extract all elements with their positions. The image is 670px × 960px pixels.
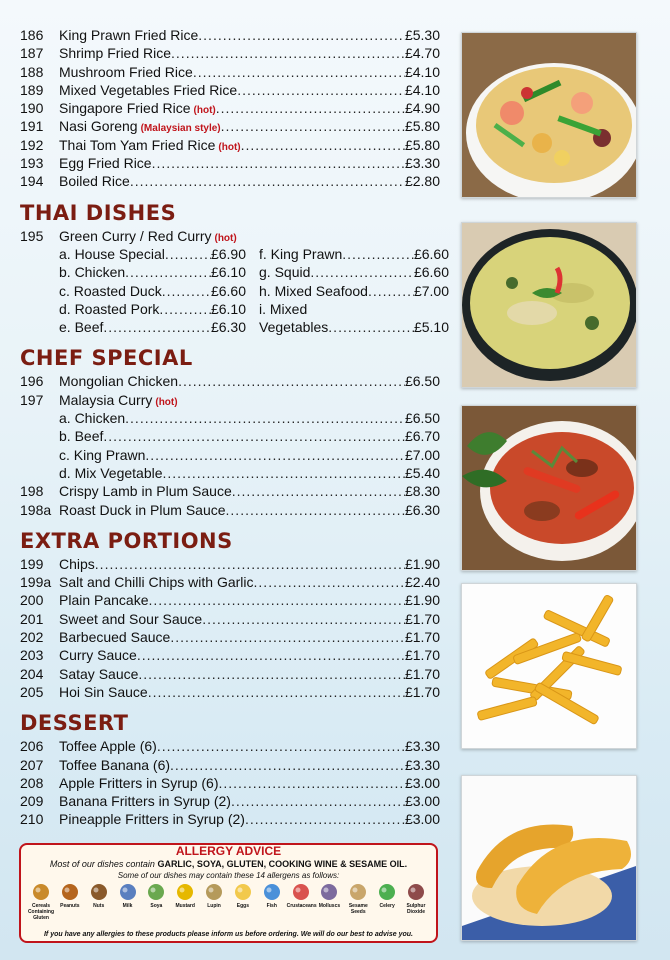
item-price: £6.60 — [413, 245, 449, 262]
item-number: 210 — [20, 811, 44, 828]
menu-list — [20, 26, 449, 829]
item-name: Salt and Chilli Chips with Garlic — [59, 574, 254, 591]
allergy-advice-box — [19, 843, 438, 943]
hot-tag: (hot) — [214, 232, 237, 244]
menu-item — [259, 245, 449, 263]
item-name: e. Beef — [59, 319, 104, 336]
allergen-crustaceans-icon — [287, 883, 315, 921]
dot-leader — [171, 44, 405, 62]
item-price: £1.70 — [404, 610, 440, 627]
item-price: £6.10 — [210, 264, 246, 281]
thai-options-left — [59, 245, 246, 336]
item-number: 200 — [20, 592, 44, 609]
menu-item — [20, 646, 440, 664]
item-number: 199 — [20, 555, 44, 572]
item-price: £4.70 — [404, 45, 440, 62]
item-number: 202 — [20, 629, 44, 646]
item-number: 207 — [20, 756, 44, 773]
item-number: 205 — [20, 683, 44, 700]
dot-leader — [130, 172, 405, 190]
dot-leader — [138, 665, 405, 683]
item-name: Banana Fritters in Syrup (2) — [59, 793, 231, 810]
menu-item — [20, 427, 440, 445]
item-price: £4.90 — [404, 100, 440, 117]
item-number: 187 — [20, 45, 44, 62]
dot-leader — [178, 372, 405, 390]
item-name: Thai Tom Yam Fried Rice — [59, 136, 216, 153]
menu-item — [20, 591, 440, 609]
item-number: 206 — [20, 738, 44, 755]
allergen-lupin-icon — [200, 883, 228, 921]
item-price: £6.60 — [413, 264, 449, 281]
dot-leader — [237, 81, 405, 99]
allergy-line-2: Some of our dishes may contain these 14 allergens as follows: — [117, 871, 340, 880]
dot-leader — [149, 591, 405, 609]
item-price: £1.70 — [404, 629, 440, 646]
item-name: d. Roasted Pork — [59, 300, 160, 317]
item-name: c. Roasted Duck — [59, 282, 162, 299]
dot-leader — [165, 245, 211, 263]
item-name: Roast Duck in Plum Sauce — [59, 501, 226, 518]
menu-item — [20, 810, 440, 828]
item-name: Hoi Sin Sauce — [59, 683, 148, 700]
dot-leader — [328, 318, 414, 336]
dot-leader — [95, 555, 405, 573]
allergen-molluscs-icon — [315, 883, 343, 921]
menu-item — [59, 318, 246, 336]
allergen-milk-icon — [114, 883, 142, 921]
item-number: 191 — [20, 118, 44, 135]
item-price: £5.80 — [404, 136, 440, 153]
allergen-fish-icon — [258, 883, 286, 921]
menu-item — [20, 172, 440, 190]
menu-item — [20, 665, 440, 683]
item-name: Shrimp Fried Rice — [59, 45, 172, 62]
dot-leader — [342, 245, 414, 263]
dot-leader — [145, 446, 405, 464]
dot-leader — [202, 610, 405, 628]
menu-item — [20, 737, 440, 755]
allergen-label: Cereals Containing Gluten — [27, 903, 55, 921]
item-number: 198 — [20, 483, 44, 500]
extra-section — [20, 527, 440, 701]
dot-leader — [310, 263, 414, 281]
item-price: £2.80 — [404, 173, 440, 190]
item-price: £4.10 — [404, 81, 440, 98]
dot-leader — [232, 482, 405, 500]
item-name: i. Mixed — [259, 300, 308, 317]
menu-item — [259, 282, 449, 300]
menu-item — [259, 318, 449, 336]
menu-item — [20, 81, 440, 99]
allergen-label: Nuts — [93, 903, 105, 909]
item-price: £8.30 — [404, 483, 440, 500]
menu-item — [20, 136, 440, 154]
item-price: £1.70 — [404, 665, 440, 682]
dot-leader — [152, 154, 405, 172]
item-price: £6.50 — [404, 373, 440, 390]
item-price: £5.40 — [404, 464, 440, 481]
item-number: 199a — [20, 574, 52, 591]
menu-item — [20, 227, 440, 245]
item-price: £1.90 — [404, 555, 440, 572]
menu-item — [20, 99, 440, 117]
item-price: £6.10 — [210, 300, 246, 317]
dot-leader — [170, 756, 405, 774]
menu-item — [20, 409, 440, 427]
item-price: £1.90 — [404, 592, 440, 609]
allergen-icons — [27, 883, 430, 921]
dot-leader — [148, 683, 405, 701]
section-heading-extra: EXTRA PORTIONS — [20, 528, 233, 553]
dot-leader — [125, 263, 211, 281]
section-heading-thai: THAI DISHES — [20, 200, 177, 225]
item-number: 208 — [20, 774, 44, 791]
item-name: Satay Sauce — [59, 665, 139, 682]
item-name: Mixed Vegetables Fried Rice — [59, 81, 238, 98]
item-name: a. House Special — [59, 245, 165, 262]
item-number: 193 — [20, 155, 44, 172]
dot-leader — [159, 300, 211, 318]
item-price: £6.30 — [404, 501, 440, 518]
allergen-mustard-icon — [171, 883, 199, 921]
dot-leader — [157, 737, 405, 755]
item-number: 190 — [20, 100, 44, 117]
item-number: 209 — [20, 793, 44, 810]
item-price: £3.30 — [404, 756, 440, 773]
menu-item — [20, 774, 440, 792]
dot-leader — [103, 427, 405, 445]
allergen-cereals-containing-gluten-icon — [27, 883, 55, 921]
menu-item — [259, 263, 449, 281]
item-number: 189 — [20, 81, 44, 98]
item-name: h. Mixed Seafood — [259, 282, 368, 299]
menu-item — [20, 464, 440, 482]
allergen-label: Sulphur Dioxide — [406, 903, 426, 915]
item-name: Boiled Rice — [59, 173, 130, 190]
item-name: Singapore Fried Rice — [59, 100, 191, 117]
hot-tag: (hot) — [155, 396, 178, 408]
item-price: £2.40 — [404, 574, 440, 591]
allergen-sesame-seeds-icon — [344, 883, 372, 921]
menu-item — [59, 263, 246, 281]
dot-leader — [226, 501, 405, 519]
menu-item — [20, 372, 440, 390]
dot-leader — [245, 810, 405, 828]
item-name: Vegetables — [259, 319, 329, 336]
allergen-label: Soya — [150, 903, 163, 909]
item-number: 204 — [20, 665, 44, 682]
item-name: b. Chicken — [59, 264, 126, 281]
item-number: 198a — [20, 501, 52, 518]
item-number: 196 — [20, 373, 44, 390]
item-price: £1.70 — [404, 647, 440, 664]
menu-item — [20, 44, 440, 62]
menu-item — [20, 628, 440, 646]
item-price: £6.30 — [210, 319, 246, 336]
menu-item — [20, 446, 440, 464]
item-price: £3.30 — [404, 738, 440, 755]
allergen-label: Peanuts — [60, 903, 80, 909]
dot-leader — [254, 573, 405, 591]
menu-item — [59, 282, 246, 300]
menu-item — [20, 756, 440, 774]
menu-item — [59, 245, 246, 263]
item-price: £5.10 — [413, 319, 449, 336]
allergen-label: Molluscs — [318, 903, 341, 909]
item-price: £3.00 — [404, 793, 440, 810]
menu-item — [20, 26, 440, 44]
allergen-label: Milk — [122, 903, 133, 909]
item-price: £6.60 — [210, 282, 246, 299]
item-price: £5.30 — [404, 27, 440, 43]
item-name: Green Curry / Red Curry — [59, 227, 212, 244]
item-name: Mongolian Chicken — [59, 373, 179, 390]
dot-leader — [170, 628, 405, 646]
item-name: Curry Sauce — [59, 647, 137, 664]
menu-item — [259, 300, 449, 318]
allergen-soya-icon — [142, 883, 170, 921]
item-number: 186 — [20, 27, 44, 43]
allergy-line-1: Most of our dishes contain GARLIC, SOYA, GLUTEN, COOKING WINE & SESAME OIL. — [49, 859, 408, 869]
item-name: b. Beef — [59, 428, 104, 445]
dessert-section — [20, 709, 440, 828]
item-price: £3.00 — [404, 774, 440, 791]
dot-leader — [125, 409, 405, 427]
menu-item — [20, 573, 440, 591]
item-name: c. King Prawn — [59, 446, 146, 463]
allergen-label: Celery — [379, 903, 395, 909]
menu-item — [20, 117, 440, 135]
dot-leader — [368, 282, 414, 300]
banana-fritters-photo — [461, 775, 637, 941]
item-name: Crispy Lamb in Plum Sauce — [59, 483, 232, 500]
menu-item — [59, 300, 246, 318]
dot-leader — [198, 26, 405, 44]
item-price: £6.90 — [210, 245, 246, 262]
menu-item — [20, 792, 440, 810]
dot-leader — [241, 136, 405, 154]
item-name: Sweet and Sour Sauce — [59, 610, 203, 627]
menu-item — [20, 610, 440, 628]
red-curry-photo — [461, 405, 637, 571]
dot-leader — [163, 464, 405, 482]
item-price: £7.00 — [413, 282, 449, 299]
item-number: 197 — [20, 391, 44, 408]
dot-leader — [137, 646, 405, 664]
allergen-celery-icon — [373, 883, 401, 921]
chef-section — [20, 344, 440, 518]
item-name: Apple Fritters in Syrup (6) — [59, 774, 219, 791]
item-name: King Prawn Fried Rice — [59, 27, 199, 43]
hot-tag: (Malaysian style) — [140, 123, 221, 135]
allergen-label: Sesame Seeds — [348, 903, 368, 915]
item-name: a. Chicken — [59, 410, 126, 427]
item-price: £3.00 — [404, 811, 440, 828]
item-name: Malaysia Curry — [59, 391, 153, 408]
hot-tag: (hot) — [193, 105, 216, 117]
allergen-label: Fish — [266, 903, 277, 909]
chips-photo — [461, 583, 637, 749]
menu-item — [20, 154, 440, 172]
allergen-label: Lupin — [207, 903, 221, 909]
dot-leader — [219, 774, 405, 792]
item-name: Chips — [59, 555, 95, 572]
allergen-label: Eggs — [236, 903, 250, 909]
item-name: Toffee Apple (6) — [59, 738, 157, 755]
menu-item — [20, 63, 440, 81]
menu-item — [20, 391, 440, 409]
dot-leader — [193, 63, 405, 81]
dot-leader — [221, 117, 405, 135]
hot-tag: (hot) — [218, 141, 241, 153]
item-name: Barbecued Sauce — [59, 629, 171, 646]
item-name: Toffee Banana (6) — [59, 756, 171, 773]
item-number: 195 — [20, 227, 44, 244]
item-price: £3.30 — [404, 155, 440, 172]
item-number: 188 — [20, 63, 44, 80]
item-price: £4.10 — [404, 63, 440, 80]
item-price: £7.00 — [404, 446, 440, 463]
item-name: Egg Fried Rice — [59, 155, 152, 172]
item-name: Plain Pancake — [59, 592, 149, 609]
item-price: £1.70 — [404, 683, 440, 700]
item-name: f. King Prawn — [259, 245, 343, 262]
item-price: £5.80 — [404, 118, 440, 135]
menu-item — [20, 683, 440, 701]
dot-leader — [162, 282, 211, 300]
allergen-peanuts-icon — [56, 883, 84, 921]
rice-section — [20, 26, 440, 191]
allergy-title: ALLERGY ADVICE — [175, 844, 282, 858]
section-heading-chef: CHEF SPECIAL — [20, 346, 193, 371]
item-name: Mushroom Fried Rice — [59, 63, 193, 80]
item-name: Nasi Goreng — [59, 118, 138, 135]
dot-leader — [103, 318, 211, 336]
dot-leader — [216, 99, 405, 117]
dot-leader — [231, 792, 405, 810]
item-price: £6.50 — [404, 410, 440, 427]
allergen-label: Mustard — [175, 903, 195, 909]
section-heading-dessert: DESSERT — [20, 711, 129, 736]
item-number: 192 — [20, 136, 44, 153]
allergen-sulphur-dioxide-icon — [402, 883, 430, 921]
item-number: 194 — [20, 173, 44, 190]
menu-item — [20, 482, 440, 500]
green-curry-photo — [461, 222, 637, 388]
allergen-nuts-icon — [85, 883, 113, 921]
menu-item — [20, 555, 440, 573]
item-name: g. Squid — [259, 264, 311, 281]
thai-options-right — [259, 245, 449, 336]
allergen-eggs-icon — [229, 883, 257, 921]
allergen-label: Crustaceans — [286, 903, 317, 909]
item-name: Pineapple Fritters in Syrup (2) — [59, 811, 245, 828]
menu-item — [20, 501, 440, 519]
item-name: d. Mix Vegetable — [59, 464, 163, 481]
fried-rice-photo — [461, 32, 637, 198]
thai-section — [20, 199, 449, 337]
item-price: £6.70 — [404, 428, 440, 445]
item-number: 203 — [20, 647, 44, 664]
item-number: 201 — [20, 610, 44, 627]
allergy-footer: If you have any allergies to these products please inform us before ordering. We will do our best to advise you. — [43, 931, 413, 938]
